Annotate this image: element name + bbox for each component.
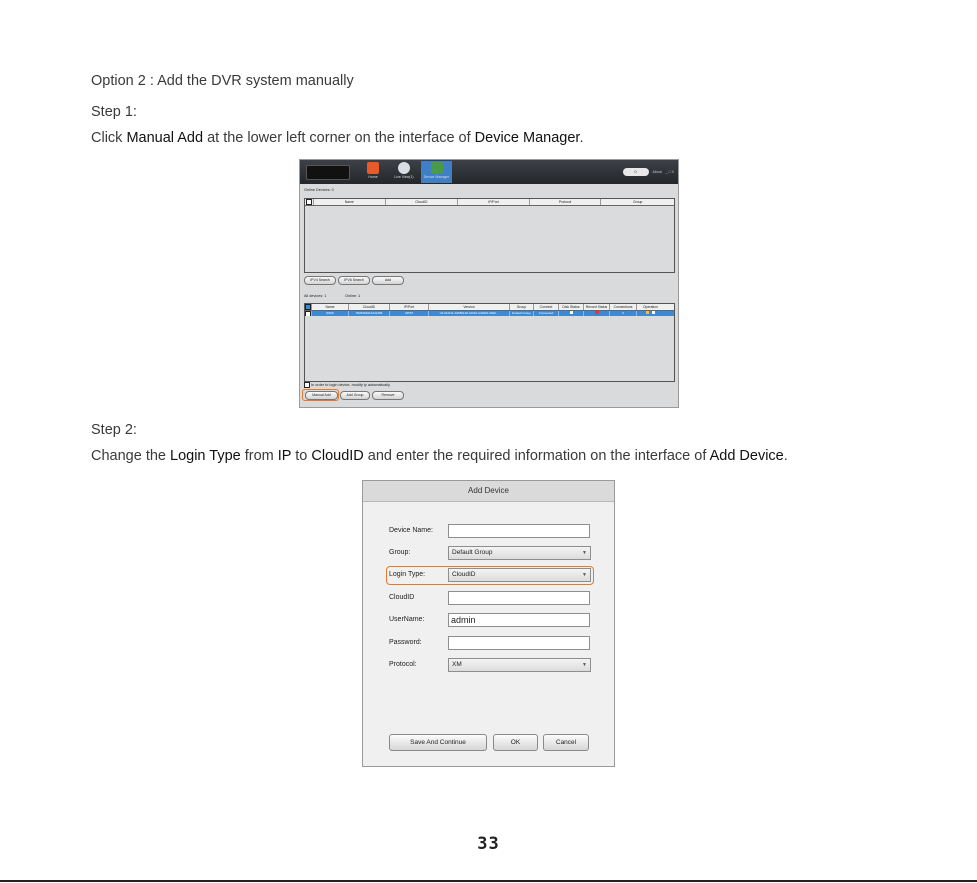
ipv4-search-button[interactable]: IPV4 Search <box>304 276 336 285</box>
select-all-checkbox[interactable] <box>306 199 312 205</box>
cancel-button[interactable]: Cancel <box>543 734 589 751</box>
keyword-login-type: Login Type <box>170 448 241 464</box>
about-link[interactable]: About <box>652 170 662 174</box>
alarm-counter[interactable]: 0 <box>623 168 649 176</box>
cloudid-input[interactable] <box>448 591 590 605</box>
window-controls[interactable]: _ □ X <box>665 170 674 174</box>
step1-instruction: Click Manual Add at the lower left corner on the interface of Device Manager. <box>91 130 584 146</box>
keyword-ip: IP <box>277 448 292 464</box>
online-devices-label: Online Devices: 0 <box>304 188 334 192</box>
manual-add-button[interactable]: Manual Add <box>305 391 338 400</box>
step2-instruction: Change the Login Type from IP to CloudID and enter the required information on the interface of Add Device. <box>91 448 788 464</box>
save-and-continue-button[interactable]: Save And Continue <box>389 734 487 751</box>
top-bar <box>300 160 678 184</box>
edit-icon[interactable] <box>646 311 649 314</box>
remove-button[interactable]: Remove <box>372 391 404 400</box>
row-checkbox[interactable] <box>305 311 311 316</box>
ok-button[interactable]: OK <box>493 734 538 751</box>
nav-home[interactable]: Home <box>361 161 385 183</box>
step2-label: Step 2: <box>91 422 137 438</box>
option-title: Option 2 : Add the DVR system manually <box>91 73 354 89</box>
password-row: Password: <box>363 636 614 650</box>
device-manager-screenshot <box>299 159 679 408</box>
ipv6-search-button[interactable]: IPV6 Search <box>338 276 370 285</box>
keyword-device-manager: Device Manager <box>474 130 580 146</box>
page-number: 33 <box>477 834 500 854</box>
step1-label: Step 1: <box>91 104 137 120</box>
username-row: UserName: admin <box>363 613 614 627</box>
add-device-dialog <box>362 480 615 767</box>
add-group-button[interactable]: Add Group <box>340 391 370 400</box>
nav-live-view[interactable]: Live View(1) <box>392 161 416 183</box>
dropdown-arrow-icon: ▼ <box>582 572 587 578</box>
top-right-controls <box>623 167 675 177</box>
login-type-highlight <box>386 566 594 585</box>
disk-status-icon <box>570 311 573 314</box>
online-count-label: Online: 1 <box>345 294 361 298</box>
nav-device-manager[interactable]: Device Manager <box>421 161 452 183</box>
protocol-row: Protocol: XM ▼ <box>363 658 614 672</box>
keyword-cloudid: CloudID <box>311 448 364 464</box>
table-row[interactable]: WDIS 7826394614241369 34567 V4.03.R11.A6650102.10010.A40201.0002... Default Group Connected 0 <box>305 311 674 316</box>
app-logo <box>306 165 350 180</box>
manual-add-highlight <box>302 389 339 401</box>
login-type-select[interactable]: CloudID ▼ <box>448 568 591 582</box>
camera-icon <box>398 162 410 174</box>
dropdown-arrow-icon: ▼ <box>582 662 587 668</box>
auto-ip-checkbox[interactable] <box>304 382 310 388</box>
footer-rule <box>0 880 977 882</box>
password-input[interactable] <box>448 636 590 650</box>
all-devices-label: All devices: 1 <box>304 294 327 298</box>
login-type-row: Login Type: CloudID ▼ <box>363 568 614 582</box>
keyword-manual-add: Manual Add <box>126 130 204 146</box>
device-list-select-all[interactable] <box>305 304 311 310</box>
protocol-select[interactable]: XM ▼ <box>448 658 591 672</box>
device-manager-icon <box>431 162 443 174</box>
group-row: Group: Default Group ▼ <box>363 546 614 560</box>
online-devices-table: Name CloudID IP/Port Protocol Group <box>304 198 675 273</box>
add-button[interactable]: Add <box>372 276 404 285</box>
device-name-row: Device Name: <box>363 524 614 538</box>
auto-ip-option[interactable]: In order to login device, modify ip automatically <box>304 382 390 388</box>
cloudid-row: CloudID <box>363 591 614 605</box>
username-input[interactable]: admin <box>448 613 590 627</box>
config-icon[interactable] <box>652 311 655 314</box>
keyword-add-device: Add Device <box>709 448 784 464</box>
home-icon <box>367 162 379 174</box>
dialog-title: Add Device <box>363 481 614 502</box>
device-name-input[interactable] <box>448 524 590 538</box>
device-list-table: Name CloudID IP/Port Version Group Connect Disk Status Record Status Connections Operation WDIS 7826394614241369 34567 V4.03.R11.A6650102.10010.A40201.0002... Default Group Connected 0 <box>304 303 675 382</box>
record-status-icon <box>595 311 599 314</box>
dropdown-arrow-icon: ▼ <box>582 550 587 556</box>
group-select[interactable]: Default Group ▼ <box>448 546 591 560</box>
